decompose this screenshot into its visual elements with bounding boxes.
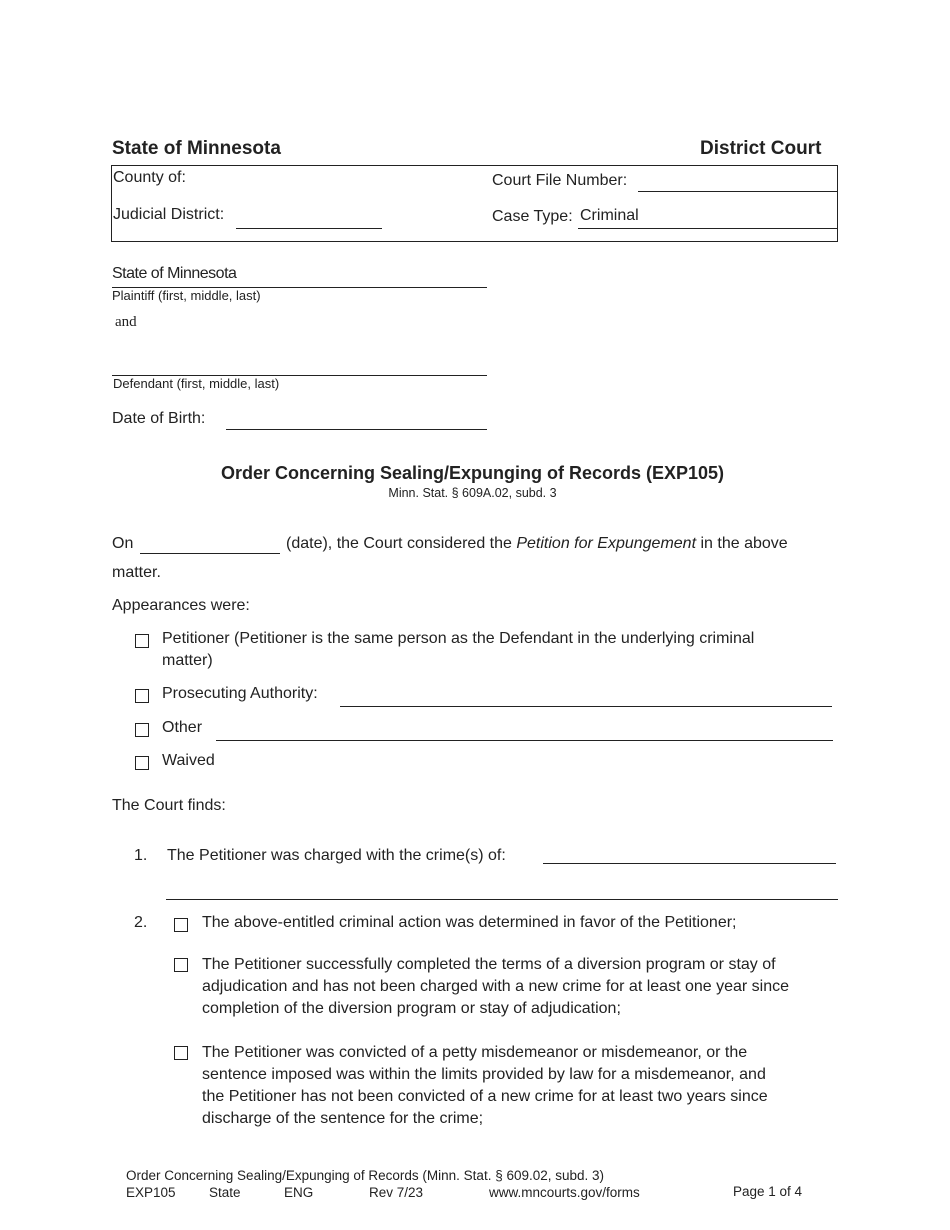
court-heading: District Court xyxy=(700,138,822,159)
state-heading: State of Minnesota xyxy=(112,138,281,159)
finding-1-text: The Petitioner was charged with the crime(s) of: xyxy=(167,847,506,864)
judicial-district-label: Judicial District: xyxy=(113,206,225,223)
waived-checkbox[interactable] xyxy=(135,756,149,770)
defendant-label: Defendant (first, middle, last) xyxy=(113,376,280,391)
county-label: County of: xyxy=(113,169,186,186)
other-label: Other xyxy=(162,719,203,736)
favor-of-petitioner-label: The above-entitled criminal action was determined in favor of the Petitioner; xyxy=(202,914,737,931)
convicted-misdemeanor-line4: discharge of the sentence for the crime; xyxy=(202,1110,484,1127)
diversion-program-line2: adjudication and has not been charged with a new crime for at least one year since xyxy=(202,978,790,995)
prosecuting-authority-checkbox[interactable] xyxy=(135,689,149,703)
diversion-program-line1: The Petitioner successfully completed the terms of a diversion program or stay of xyxy=(202,956,776,973)
on-label: On xyxy=(112,535,134,552)
findings-heading: The Court finds: xyxy=(112,797,226,814)
other-field[interactable] xyxy=(216,740,833,741)
caption-box xyxy=(111,165,838,242)
intro-sentence xyxy=(286,535,788,553)
footer-form-title: Order Concerning Sealing/Expunging of Records (Minn. Stat. § 609.02, subd. 3) xyxy=(126,1168,605,1183)
footer-jurisdiction: State xyxy=(209,1185,241,1200)
convicted-misdemeanor-label xyxy=(202,1042,768,1130)
court-file-number-label: Court File Number: xyxy=(492,172,628,189)
prosecuting-authority-label: Prosecuting Authority: xyxy=(162,685,318,702)
plaintiff-value: State of Minnesota xyxy=(112,265,237,282)
convicted-misdemeanor-line3: the Petitioner has not been convicted of a new crime for at least two years since xyxy=(202,1088,768,1105)
appearances-heading: Appearances were: xyxy=(112,597,250,614)
crime-field-line2[interactable] xyxy=(166,899,838,900)
statute-citation: Minn. Stat. § 609A.02, subd. 3 xyxy=(388,486,557,500)
petition-name: Petition for Expungement xyxy=(516,535,697,552)
crime-field-line1[interactable] xyxy=(543,863,836,864)
footer-website[interactable]: www.mncourts.gov/forms xyxy=(489,1185,640,1200)
diversion-program-checkbox[interactable] xyxy=(174,958,188,972)
finding-1-number: 1. xyxy=(134,847,148,864)
petitioner-label-line2: matter) xyxy=(162,652,213,669)
intro-matter: matter. xyxy=(112,564,161,581)
favor-of-petitioner-checkbox[interactable] xyxy=(174,918,188,932)
intro-in-the-above: in the above xyxy=(700,535,788,552)
prosecuting-authority-field[interactable] xyxy=(340,706,832,707)
case-type-label: Case Type: xyxy=(492,208,573,225)
case-type-value: Criminal xyxy=(580,207,639,224)
finding-2-number: 2. xyxy=(134,914,148,931)
plaintiff-label: Plaintiff (first, middle, last) xyxy=(112,288,261,303)
other-checkbox[interactable] xyxy=(135,723,149,737)
case-type-field[interactable] xyxy=(578,228,838,229)
intro-date-text: (date), the Court considered the xyxy=(286,535,512,552)
petitioner-label-line1: Petitioner (Petitioner is the same person as the Defendant in the underlying criminal xyxy=(162,630,755,647)
diversion-program-label xyxy=(202,954,789,1020)
footer-revision: Rev 7/23 xyxy=(369,1185,424,1200)
waived-label: Waived xyxy=(162,752,215,769)
footer-form-code: EXP105 xyxy=(126,1185,176,1200)
convicted-misdemeanor-checkbox[interactable] xyxy=(174,1046,188,1060)
judicial-district-field[interactable] xyxy=(236,228,382,229)
court-file-number-field[interactable] xyxy=(638,191,838,192)
footer-page-number: Page 1 of 4 xyxy=(733,1184,803,1199)
order-date-field[interactable] xyxy=(140,553,280,554)
and-text: and xyxy=(115,314,137,330)
diversion-program-line3: completion of the diversion program or stay of adjudication; xyxy=(202,1000,621,1017)
form-title: Order Concerning Sealing/Expunging of Records (EXP105) xyxy=(220,463,725,483)
convicted-misdemeanor-line2: sentence imposed was within the limits provided by law for a misdemeanor, and xyxy=(202,1066,766,1083)
convicted-misdemeanor-line1: The Petitioner was convicted of a petty misdemeanor or misdemeanor, or the xyxy=(202,1044,748,1061)
footer-language: ENG xyxy=(284,1185,314,1200)
dob-field[interactable] xyxy=(226,429,487,430)
dob-label: Date of Birth: xyxy=(112,410,206,427)
petitioner-checkbox[interactable] xyxy=(135,634,149,648)
